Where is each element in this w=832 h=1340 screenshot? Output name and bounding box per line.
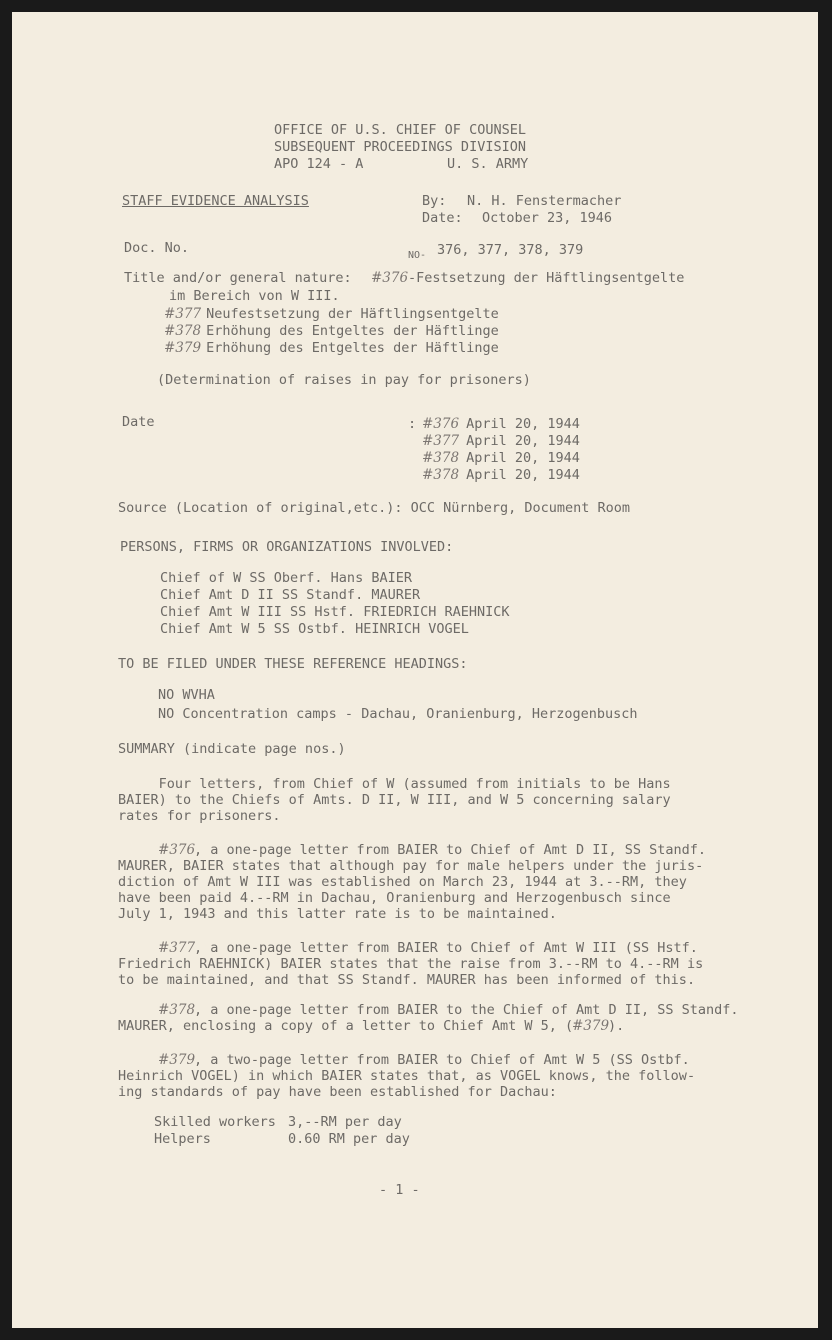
filing-heading: TO BE FILED UNDER THESE REFERENCE HEADINGS:	[118, 656, 468, 672]
date-entry-3-number: #378	[422, 450, 460, 466]
source-line: Source (Location of original,etc.): OCC Nürnberg, Document Room	[118, 500, 631, 516]
pay-skilled-label: Skilled workers	[154, 1114, 276, 1130]
by-value: N. H. Fenstermacher	[467, 193, 622, 209]
title-item-3-number: #378	[164, 323, 202, 339]
title-item-4-text: Erhöhung des Entgeltes der Häftlinge	[198, 340, 499, 356]
summary-p1-line-3: rates for prisoners.	[118, 808, 281, 824]
summary-p5-line-3: ing standards of pay have been established for Dachau:	[118, 1084, 557, 1100]
summary-p5-line-2: Heinrich VOGEL) in which BAIER states that, as VOGEL knows, the follow-	[118, 1068, 696, 1084]
summary-p2-line-5: July 1, 1943 and this latter rate is to be maintained.	[118, 906, 557, 922]
document-page	[12, 12, 818, 1328]
summary-p4-line-1: , a one-page letter from BAIER to the Chief of Amt D II, SS Standf.	[194, 1002, 739, 1018]
date-entry-1-number: #376	[422, 416, 460, 432]
pay-skilled-value: 3,--RM per day	[288, 1114, 402, 1130]
summary-p3-line-1: , a one-page letter from BAIER to Chief of Amt W III (SS Hstf.	[194, 940, 698, 956]
summary-p4-line-2: MAURER, enclosing a copy of a letter to Chief Amt W 5, (	[118, 1018, 574, 1034]
title-translation: (Determination of raises in pay for prisoners)	[157, 372, 531, 388]
title-item-2-number: #377	[164, 306, 202, 322]
summary-p1-line-2: BAIER) to the Chiefs of Amts. D II, W III, and W 5 concerning salary	[118, 792, 671, 808]
summary-p3-line-3: to be maintained, and that SS Standf. MAURER has been informed of this.	[118, 972, 696, 988]
page-number: - 1 -	[379, 1182, 420, 1198]
by-label: By:	[422, 193, 447, 209]
doc-number-prefix: NO-	[408, 250, 427, 261]
summary-p2-line-2: MAURER, BAIER states that although pay for male helpers under the juris-	[118, 858, 704, 874]
document-title: STAFF EVIDENCE ANALYSIS	[122, 193, 309, 209]
date-section-label: Date	[122, 414, 155, 430]
summary-p2-line-4: have been paid 4.--RM in Dachau, Oranienburg and Herzogenbusch since	[118, 890, 671, 906]
date-entry-2-date: April 20, 1944	[458, 433, 580, 449]
header-line-3-right: U. S. ARMY	[447, 156, 529, 172]
summary-p2-line-1: , a one-page letter from BAIER to Chief of Amt D II, SS Standf.	[194, 842, 707, 858]
title-item-2-text: Neufestsetzung der Häftlingsentgelte	[198, 306, 499, 322]
pay-helpers-label: Helpers	[154, 1131, 211, 1147]
date-entry-3-date: April 20, 1944	[458, 450, 580, 466]
title-item-4-number: #379	[164, 340, 202, 356]
title-item-1-number: #376	[371, 270, 409, 286]
summary-p3-number: #377	[158, 940, 196, 956]
date-label: Date:	[422, 210, 463, 226]
title-label: Title and/or general nature:	[124, 270, 352, 286]
header-line-2: SUBSEQUENT PROCEEDINGS DIVISION	[274, 139, 526, 155]
summary-p4-reference: #379	[572, 1018, 610, 1034]
header-line-1: OFFICE OF U.S. CHIEF OF COUNSEL	[274, 122, 526, 138]
date-entry-4-date: April 20, 1944	[458, 467, 580, 483]
filing-item-1: NO WVHA	[158, 687, 215, 703]
summary-p4-number: #378	[158, 1002, 196, 1018]
summary-p4-line-2-end: ).	[608, 1018, 625, 1034]
doc-number-value: 376, 377, 378, 379	[437, 242, 584, 258]
filing-item-2: NO Concentration camps - Dachau, Oranienburg, Herzogenbusch	[158, 706, 638, 722]
person-4: Chief Amt W 5 SS Ostbf. HEINRICH VOGEL	[160, 621, 469, 637]
date-entry-4-number: #378	[422, 467, 460, 483]
date-value: October 23, 1946	[482, 210, 613, 226]
pay-helpers-value: 0.60 RM per day	[288, 1131, 410, 1147]
title-item-1-text: -Festsetzung der Häftlingsentgelte	[408, 270, 685, 286]
summary-heading: SUMMARY (indicate page nos.)	[118, 741, 346, 757]
date-section-colon: :	[408, 416, 417, 432]
title-item-1-continued: im Bereich von W III.	[169, 288, 340, 304]
doc-number-label: Doc. No.	[124, 240, 190, 256]
summary-p3-line-2: Friedrich RAEHNICK) BAIER states that the raise from 3.--RM to 4.--RM is	[118, 956, 704, 972]
summary-p5-number: #379	[158, 1052, 196, 1068]
person-1: Chief of W SS Oberf. Hans BAIER	[160, 570, 412, 586]
person-2: Chief Amt D II SS Standf. MAURER	[160, 587, 421, 603]
summary-p5-line-1: , a two-page letter from BAIER to Chief of Amt W 5 (SS Ostbf.	[194, 1052, 690, 1068]
summary-p1-line-1: Four letters, from Chief of W (assumed from initials to be Hans	[118, 776, 671, 792]
date-entry-2-number: #377	[422, 433, 460, 449]
summary-p2-line-3: diction of Amt W III was established on March 23, 1944 at 3.--RM, they	[118, 874, 687, 890]
person-3: Chief Amt W III SS Hstf. FRIEDRICH RAEHNICK	[160, 604, 510, 620]
header-line-3-left: APO 124 - A	[274, 156, 364, 172]
title-item-3-text: Erhöhung des Entgeltes der Häftlinge	[198, 323, 499, 339]
summary-p2-number: #376	[158, 842, 196, 858]
date-entry-1-date: April 20, 1944	[458, 416, 580, 432]
persons-heading: PERSONS, FIRMS OR ORGANIZATIONS INVOLVED:	[120, 539, 454, 555]
